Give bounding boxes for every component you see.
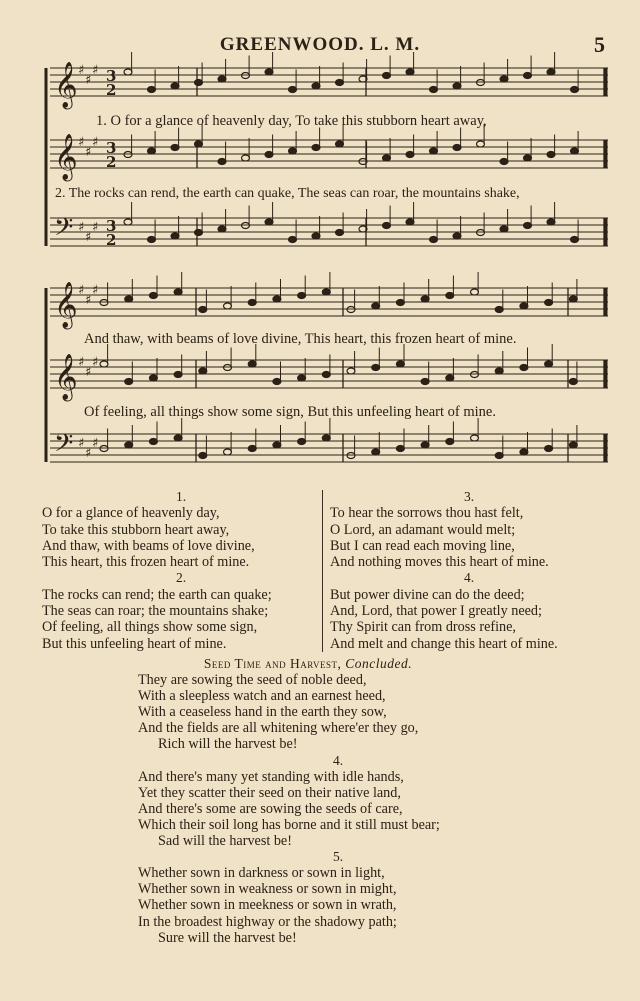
note-head [571, 237, 579, 243]
sharp-icon: ♯ [85, 365, 92, 380]
note-head [430, 87, 438, 93]
note-head [125, 296, 133, 302]
note-head [545, 361, 553, 367]
poem-line: And the fields are all whitening where'er they go, [138, 720, 419, 737]
note-head [125, 379, 133, 385]
note-head [265, 219, 273, 225]
note-head [453, 83, 461, 89]
note-head [500, 226, 508, 232]
sharp-icon: ♯ [85, 73, 92, 88]
note-head [148, 148, 156, 154]
note-head [298, 293, 306, 299]
hymn-title: GREENWOOD. L. M. [219, 34, 421, 55]
note-head [149, 375, 157, 381]
note-head [125, 442, 133, 448]
note-head [495, 307, 503, 313]
note-head [336, 80, 344, 86]
note-head [430, 237, 438, 243]
note-head [273, 442, 281, 448]
note-head [218, 159, 226, 165]
note-head [453, 145, 461, 151]
note-head [149, 439, 157, 445]
note-head [312, 83, 320, 89]
note-head [265, 69, 273, 75]
stanza-line: O for a glance of heavenly day, [42, 505, 220, 522]
poem-refrain: Sure will the harvest be! [158, 929, 297, 946]
note-head [273, 296, 281, 302]
note-head [195, 80, 203, 86]
note-head [248, 300, 256, 306]
note-head [520, 303, 528, 309]
treble-clef-icon: 𝄞 [54, 282, 78, 328]
note-head [148, 237, 156, 243]
note-head [199, 368, 207, 374]
note-head [171, 145, 179, 151]
note-head [322, 435, 330, 441]
poem-line: Whether sown in meekness or sown in wrath, [138, 897, 397, 914]
note-head [471, 289, 479, 295]
note-head [312, 145, 320, 151]
note-head [545, 446, 553, 452]
seed-time-poem [138, 656, 538, 946]
sharp-icon: ♯ [85, 145, 92, 160]
note-head [289, 87, 297, 93]
note-head [224, 303, 232, 309]
note-head [218, 76, 226, 82]
poem-line: With a sleepless watch and an earnest heed, [138, 688, 386, 705]
note-head [336, 141, 344, 147]
lyric-line-4: Of feeling, all things show some sign, But this unfeeling heart of mine. [84, 404, 496, 420]
stanza-line: And melt and change this heart of mine. [330, 635, 558, 652]
note-head [446, 293, 454, 299]
note-head [298, 439, 306, 445]
sharp-icon: ♯ [85, 446, 92, 461]
note-head [524, 73, 532, 79]
verse-number: 4. [332, 752, 344, 768]
sharp-icon: ♯ [78, 220, 85, 235]
poem-line: Whether sown in weakness or sown in might, [138, 881, 397, 898]
stanza-line: And nothing moves this heart of mine. [330, 554, 549, 571]
note-head [520, 365, 528, 371]
note-head [124, 219, 132, 225]
note-head [500, 159, 508, 165]
sharp-icon: ♯ [78, 355, 85, 370]
note-head [347, 368, 355, 374]
stanza-line: And thaw, with beams of love divine, [42, 537, 255, 554]
sharp-icon: ♯ [78, 63, 85, 78]
note-head [149, 293, 157, 299]
note-head [383, 73, 391, 79]
poem-refrain: Rich will the harvest be! [158, 736, 298, 753]
stanza-line: The rocks can rend; the earth can quake; [42, 586, 272, 603]
note-head [495, 453, 503, 459]
sharp-icon: ♯ [92, 355, 99, 370]
stanza-number: 1. [175, 489, 187, 504]
sharp-icon: ♯ [78, 436, 85, 451]
time-signature-bottom: 2 [106, 81, 117, 99]
sharp-icon: ♯ [78, 135, 85, 150]
poem-line: Whether sown in darkness or sown in light, [138, 865, 385, 882]
poem-line: They are sowing the seed of noble deed, [138, 672, 367, 689]
note-head [495, 368, 503, 374]
note-head [547, 152, 555, 158]
note-head [298, 375, 306, 381]
stanza-number: 3. [463, 489, 475, 504]
note-head [520, 449, 528, 455]
stanza-line: And, Lord, that power I greatly need; [330, 603, 542, 620]
note-head [421, 296, 429, 302]
note-head [174, 372, 182, 378]
stanza-line: But this unfeeling heart of mine. [42, 635, 227, 652]
bass-clef-icon: 𝄢 [54, 429, 74, 464]
lyric-line-3: And thaw, with beams of love divine, This heart, this frozen heart of mine. [84, 331, 517, 347]
note-head [100, 361, 108, 367]
note-head [372, 303, 380, 309]
treble-clef-icon: 𝄞 [54, 62, 78, 108]
note-head [383, 155, 391, 161]
note-head [372, 365, 380, 371]
poem-line: And there's some are sowing the seeds of care, [138, 800, 403, 817]
treble-clef-icon: 𝄞 [54, 134, 78, 180]
page-number: 5 [594, 32, 605, 57]
stanza-line: This heart, this frozen heart of mine. [42, 554, 250, 571]
sharp-icon: ♯ [78, 283, 85, 298]
note-head [406, 219, 414, 225]
note-head [265, 152, 273, 158]
note-head [446, 375, 454, 381]
note-head [273, 379, 281, 385]
note-head [336, 230, 344, 236]
note-head [289, 237, 297, 243]
time-signature-top: 3 [106, 67, 117, 85]
sharp-icon: ♯ [92, 436, 99, 451]
note-head [396, 446, 404, 452]
poem-title-concluded: Concluded. [345, 656, 413, 671]
lyric-line-1: 1. O for a glance of heavenly day, To take this stubborn heart away, [96, 113, 487, 129]
note-head [477, 141, 485, 147]
treble-clef-icon: 𝄞 [54, 354, 78, 400]
note-head [124, 69, 132, 75]
note-head [199, 307, 207, 313]
sharp-icon: ♯ [85, 293, 92, 308]
note-head [174, 435, 182, 441]
poem-line: And there's many yet standing with idle hands, [138, 768, 404, 785]
note-head [406, 152, 414, 158]
stanza-line: But power divine can do the deed; [330, 586, 525, 603]
note-head [199, 453, 207, 459]
note-head [571, 87, 579, 93]
note-head [242, 155, 250, 161]
poem-line: With a ceaseless hand in the earth they sow, [138, 704, 387, 721]
note-head [446, 439, 454, 445]
note-head [569, 442, 577, 448]
note-head [218, 226, 226, 232]
poem-title-main: Seed Time and Harvest, [203, 656, 342, 671]
poem-line: In the broadest highway or the shadowy path; [138, 913, 397, 930]
note-head [421, 442, 429, 448]
note-head [547, 219, 555, 225]
stanza-line: Of feeling, all things show some sign, [42, 619, 258, 636]
sharp-icon: ♯ [92, 135, 99, 150]
stanza-number: 2. [175, 570, 187, 586]
note-head [195, 230, 203, 236]
note-head [322, 289, 330, 295]
stanza-line: The seas can roar; the mountains shake; [42, 603, 269, 620]
stanza-line: Thy Spirit can from dross refine, [330, 619, 516, 636]
sharp-icon: ♯ [85, 230, 92, 245]
note-head [322, 372, 330, 378]
note-head [421, 379, 429, 385]
note-head [171, 233, 179, 239]
note-head [545, 300, 553, 306]
note-head [171, 83, 179, 89]
note-head [312, 233, 320, 239]
note-head [289, 148, 297, 154]
note-head [383, 223, 391, 229]
sharp-icon: ♯ [92, 283, 99, 298]
note-head [569, 296, 577, 302]
note-head [174, 289, 182, 295]
time-signature-bottom: 2 [106, 231, 117, 249]
note-head [571, 148, 579, 154]
stanza-number: 4. [463, 570, 475, 586]
note-head [248, 361, 256, 367]
verse-number: 5. [332, 849, 344, 865]
note-head [471, 435, 479, 441]
note-head [500, 76, 508, 82]
time-signature-bottom: 2 [106, 153, 117, 171]
note-head [430, 148, 438, 154]
note-head [148, 87, 156, 93]
poem-line: Yet they scatter their seed on their native land, [138, 784, 401, 801]
note-head [524, 155, 532, 161]
stanzas-right [330, 489, 608, 652]
note-head [248, 446, 256, 452]
lyric-line-2: 2. The rocks can rend, the earth can quake, The seas can roar, the mountains shake, [55, 186, 520, 201]
note-head [406, 69, 414, 75]
note-head [453, 233, 461, 239]
sharp-icon: ♯ [92, 220, 99, 235]
note-head [396, 300, 404, 306]
stanza-line: To hear the sorrows thou hast felt, [330, 505, 524, 522]
poem-refrain: Sad will the harvest be! [158, 833, 292, 850]
poem-line: Which their soil long has borne and it still must bear; [138, 816, 440, 833]
note-head [372, 449, 380, 455]
note-head [569, 379, 577, 385]
note-head [524, 223, 532, 229]
stanza-line: To take this stubborn heart away, [42, 521, 230, 538]
time-signature-top: 3 [106, 217, 117, 235]
stanzas-left [42, 489, 320, 652]
note-head [396, 361, 404, 367]
sharp-icon: ♯ [92, 63, 99, 78]
bass-clef-icon: 𝄢 [54, 213, 74, 248]
stanza-line: But I can read each moving line, [330, 537, 515, 554]
stanza-line: O Lord, an adamant would melt; [330, 521, 516, 538]
column-divider [322, 490, 323, 652]
note-head [224, 449, 232, 455]
note-head [195, 141, 203, 147]
poem-title [138, 656, 478, 672]
time-signature-top: 3 [106, 139, 117, 157]
note-head [547, 69, 555, 75]
